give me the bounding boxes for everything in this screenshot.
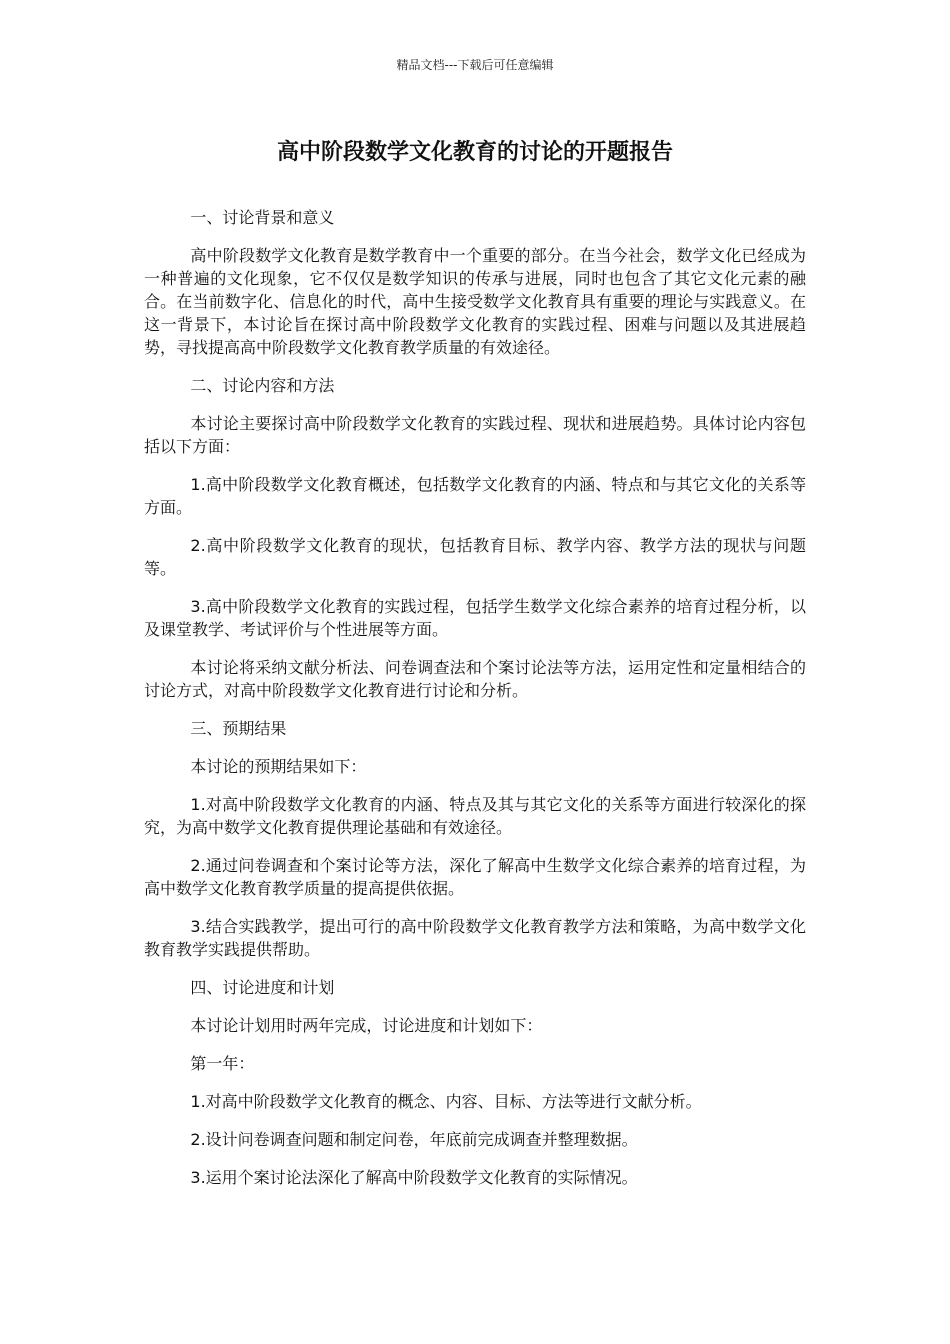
paragraph-methods: 本讨论将采纳文献分析法、问卷调查法和个案讨论法等方法，运用定性和定量相结合的讨论方式，对高中阶段数学文化教育进行讨论和分析。 [144, 658, 806, 700]
list-item-content-1: 1.高中阶段数学文化教育概述，包括数学文化教育的内涵、特点和与其它文化的关系等方面。 [144, 475, 806, 517]
list-item-schedule-3: 3.运用个案讨论法深化了解高中阶段数学文化教育的实际情况。 [190, 1168, 638, 1187]
paragraph-background: 高中阶段数学文化教育是数学教育中一个重要的部分。在当今社会，数学文化已经成为一种普遍的文化现象，它不仅仅是数学知识的传承与进展，同时也包含了其它文化元素的融合。在当前数字化、信息化的时代，高中生接受数学文化教育具有重要的理论与实践意义。在这一背景下，本讨论旨在探讨高中阶段数学文化教育的实践过程、困难与问题以及其进展趋势，寻找提高高中阶段数学文化教育教学质量的有效途径。 [144, 246, 806, 357]
section-heading-background: 一、讨论背景和意义 [190, 208, 335, 227]
section-heading-expected-results: 三、预期结果 [190, 719, 287, 738]
list-item-schedule-2: 2.设计问卷调查问题和制定问卷，年底前完成调查并整理数据。 [190, 1130, 638, 1149]
paragraph-results-intro: 本讨论的预期结果如下： [190, 757, 367, 776]
schedule-year-one-label: 第一年： [190, 1054, 255, 1073]
paragraph-content-intro: 本讨论主要探讨高中阶段数学文化教育的实践过程、现状和进展趋势。具体讨论内容包括以下方面： [144, 414, 806, 456]
list-item-result-3: 3.结合实践教学，提出可行的高中阶段数学文化教育教学方法和策略，为高中数学文化教育教学实践提供帮助。 [144, 917, 806, 959]
list-item-content-2: 2.高中阶段数学文化教育的现状，包括教育目标、教学内容、教学方法的现状与问题等。 [144, 536, 806, 578]
document-title: 高中阶段数学文化教育的讨论的开题报告 [276, 140, 673, 165]
list-item-result-1: 1.对高中阶段数学文化教育的内涵、特点及其与其它文化的关系等方面进行较深化的探究，为高中数学文化教育提供理论基础和有效途径。 [144, 795, 806, 837]
header-note: 精品文档---下载后可任意编辑 [396, 58, 554, 72]
section-heading-content-methods: 二、讨论内容和方法 [190, 376, 335, 395]
list-item-content-3: 3.高中阶段数学文化教育的实践过程，包括学生数学文化综合素养的培育过程分析，以及课堂教学、考试评价与个性进展等方面。 [144, 597, 806, 639]
section-heading-schedule: 四、讨论进度和计划 [190, 978, 335, 997]
list-item-result-2: 2.通过问卷调查和个案讨论等方法，深化了解高中生数学文化综合素养的培育过程，为高中数学文化教育教学质量的提高提供依据。 [144, 856, 806, 898]
paragraph-schedule-intro: 本讨论计划用时两年完成，讨论进度和计划如下： [190, 1016, 543, 1035]
document-body [144, 206, 806, 1204]
list-item-schedule-1: 1.对高中阶段数学文化教育的概念、内容、目标、方法等进行文献分析。 [190, 1092, 702, 1111]
